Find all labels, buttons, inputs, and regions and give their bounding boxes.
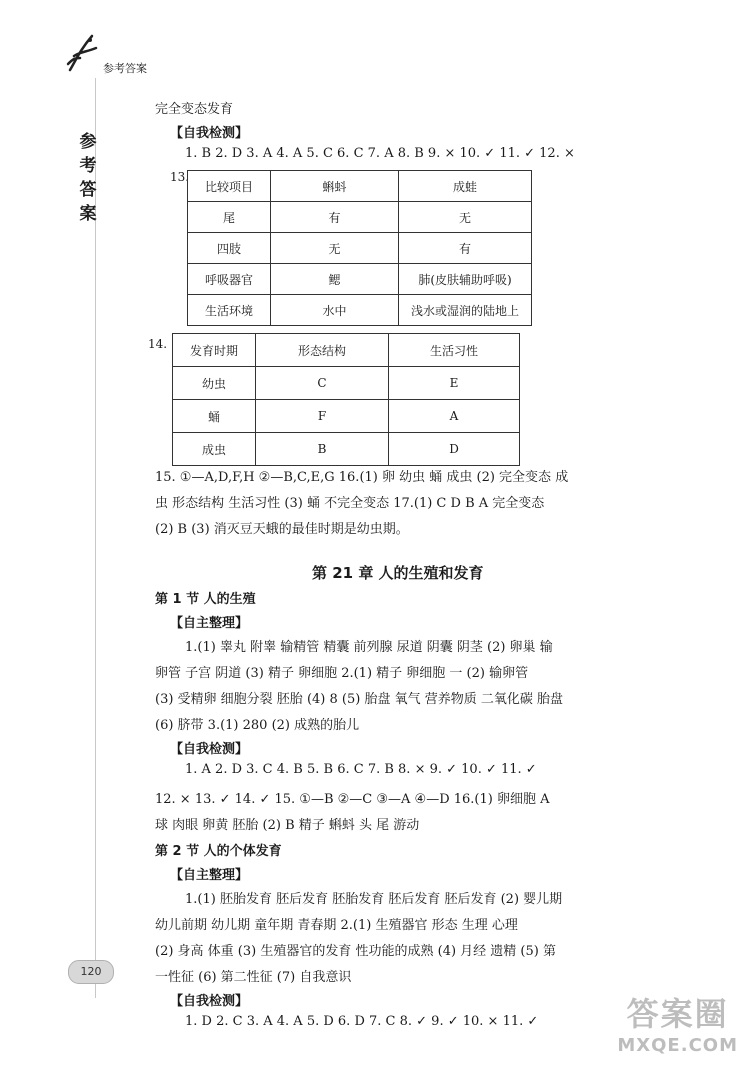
table-row: 蛹 F A	[173, 400, 520, 433]
watermark	[617, 989, 738, 1056]
section-label: 【自我检测】	[170, 126, 249, 141]
section-title: 第 1 节 人的生殖	[155, 592, 256, 607]
question-number: 13.	[170, 170, 190, 184]
section-label: 【自我检测】	[170, 994, 249, 1009]
answer-line: 虫 形态结构 生活习性 (3) 蛹 不完全变态 17.(1) C D B A 完全变态	[155, 496, 545, 511]
answer-line: 一性征 (6) 第二性征 (7) 自我意识	[155, 970, 352, 985]
answer-line: 1. B 2. D 3. A 4. A 5. C 6. C 7. A 8. B 9. × 10. ✓ 11. ✓ 12. ×	[185, 146, 575, 161]
page-number: 120	[68, 960, 114, 984]
watermark-logo: 答案圈	[626, 995, 729, 1033]
section-label: 【自我检测】	[170, 742, 249, 757]
answer-line: (2) B (3) 消灭豆天蛾的最佳时期是幼虫期。	[155, 522, 409, 537]
table-row: 幼虫 C E	[173, 367, 520, 400]
table-row: 生活环境 水中 浅水或湿润的陆地上	[188, 295, 532, 326]
answer-line: 卵管 子宫 阴道 (3) 精子 卵细胞 2.(1) 精子 卵细胞 一 (2) 输卵管	[155, 666, 529, 681]
answer-line: 幼儿前期 幼儿期 童年期 青春期 2.(1) 生殖器官 形态 生理 心理	[155, 918, 518, 933]
answer-line: 1.(1) 胚胎发育 胚后发育 胚胎发育 胚后发育 胚后发育 (2) 婴儿期	[185, 892, 563, 907]
section-title: 第 2 节 人的个体发育	[155, 844, 282, 859]
insect-development-table-14	[172, 333, 520, 466]
answer-line: 1.(1) 睾丸 附睾 输精管 精囊 前列腺 尿道 阴囊 阴茎 (2) 卵巢 输	[185, 640, 553, 655]
answer-line: 12. × 13. ✓ 14. ✓ 15. ①—B ②—C ③—A ④—D 16.(1) 卵细胞 A	[155, 792, 550, 807]
text-line: 完全变态发育	[155, 102, 234, 117]
bird-logo-icon	[62, 30, 102, 78]
answer-line: 1. D 2. C 3. A 4. A 5. D 6. D 7. C 8. ✓ 9. ✓ 10. × 11. ✓	[185, 1014, 539, 1029]
table-row: 呼吸器官 鳃 肺(皮肤辅助呼吸)	[188, 264, 532, 295]
comparison-table-13	[187, 170, 532, 326]
side-title: 参 考 答 案	[79, 132, 97, 224]
header-label: 参考答案	[103, 62, 147, 75]
section-label: 【自主整理】	[170, 868, 249, 883]
question-number: 14.	[148, 337, 168, 351]
table-row: 成虫 B D	[173, 433, 520, 466]
answer-line: (3) 受精卵 细胞分裂 胚胎 (4) 8 (5) 胎盘 氧气 营养物质 二氧化碳 胎盘	[155, 692, 563, 707]
table-row: 四肢 无 有	[188, 233, 532, 264]
table-header-row: 发育时期 形态结构 生活习性	[173, 334, 520, 367]
answer-line: (2) 身高 体重 (3) 生殖器官的发育 性功能的成熟 (4) 月经 遗精 (5) 第	[155, 944, 556, 959]
chapter-title: 第 21 章 人的生殖和发育	[312, 564, 484, 582]
section-label: 【自主整理】	[170, 616, 249, 631]
answer-line: 球 肉眼 卵黄 胚胎 (2) B 精子 蝌蚪 头 尾 游动	[155, 818, 420, 833]
answer-line: 15. ①—A,D,F,H ②—B,C,E,G 16.(1) 卵 幼虫 蛹 成虫 (2) 完全变态 成	[155, 470, 569, 485]
answer-line: (6) 脐带 3.(1) 280 (2) 成熟的胎儿	[155, 718, 360, 733]
table-header-row: 比较项目 蝌蚪 成蛙	[188, 171, 532, 202]
answer-line: 1. A 2. D 3. C 4. B 5. B 6. C 7. B 8. × 9. ✓ 10. ✓ 11. ✓	[185, 762, 537, 777]
watermark-url: MXQE.COM	[617, 1035, 738, 1056]
table-row: 尾 有 无	[188, 202, 532, 233]
